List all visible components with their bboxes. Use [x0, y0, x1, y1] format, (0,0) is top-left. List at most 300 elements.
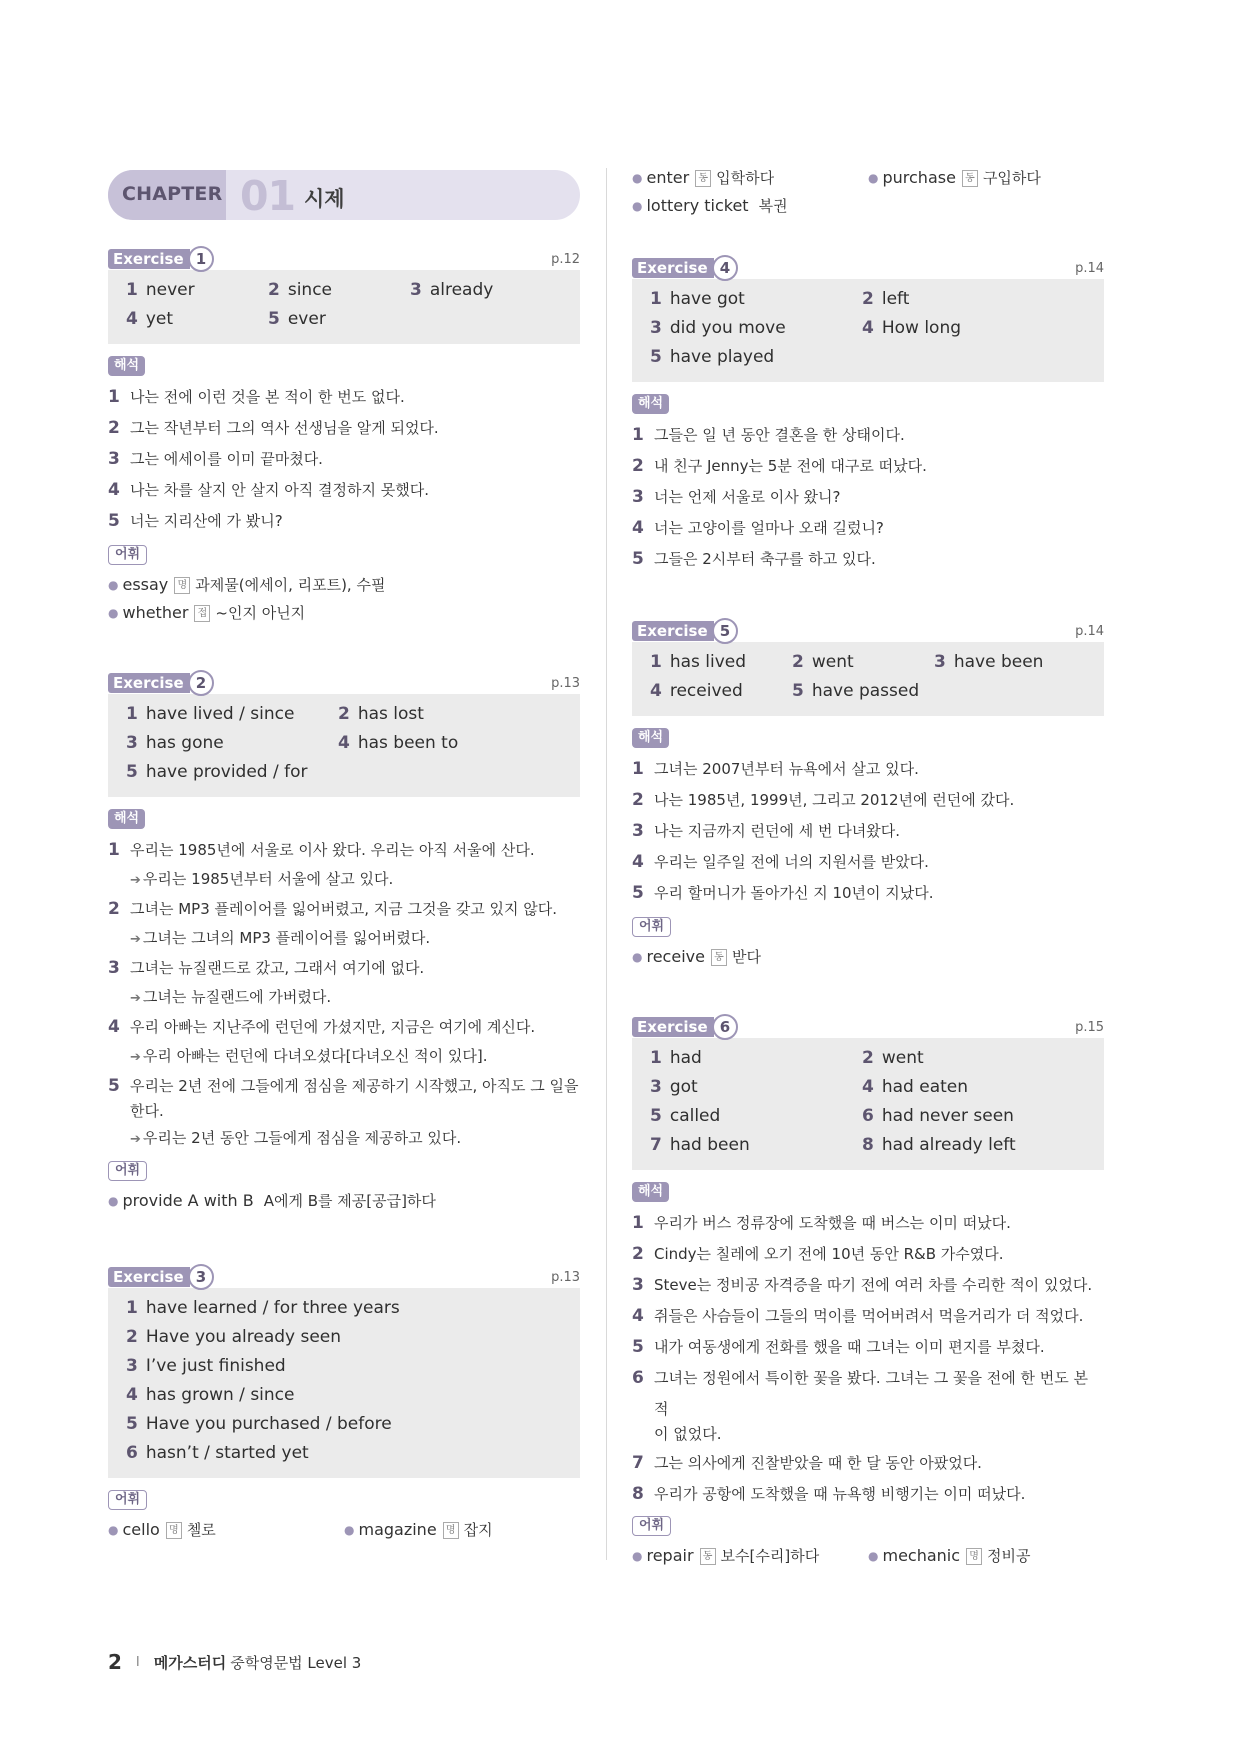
answer-text: have lived / since	[145, 704, 295, 724]
exercise-5	[632, 618, 1104, 971]
answer-number: 3	[650, 318, 662, 338]
translation-text: 그들은 일 년 동안 결혼을 한 상태이다.	[654, 426, 905, 444]
translation-text: 그는 의사에게 진찰받았을 때 한 달 동안 아팠었다.	[654, 1454, 982, 1472]
translation-number: 6	[632, 1368, 644, 1388]
exercise-label: Exercise	[108, 673, 190, 693]
answer-text: yet	[145, 309, 174, 329]
translation-number: 4	[108, 1017, 120, 1037]
answer-number: 4	[126, 309, 138, 329]
translation-text: 너는 언제 서울로 이사 왔니?	[654, 488, 841, 506]
translation-item	[632, 513, 1104, 544]
answer-number: 6	[126, 1443, 138, 1463]
translation-text: 너는 고양이를 얼마나 오래 길렀니?	[654, 519, 884, 537]
answer-number: 1	[650, 652, 662, 672]
translation-text: 쥐들은 사슴들이 그들의 먹이를 먹어버려서 먹을거리가 더 적었다.	[654, 1307, 1084, 1325]
vocab-tag: 어휘	[632, 1516, 671, 1536]
translation-text: 그는 에세이를 이미 끝마쳤다.	[130, 450, 323, 468]
translation-text: 우리 할머니가 돌아가신 지 10년이 지났다.	[654, 884, 934, 902]
translation-text: 그녀는 뉴질랜드로 갔고, 그래서 여기에 없다.	[130, 959, 425, 977]
translation-number: 1	[632, 425, 644, 445]
answer-text: called	[669, 1106, 721, 1126]
answer-item	[126, 1410, 562, 1439]
page-ref: p.14	[1075, 624, 1104, 639]
translation-number: 4	[108, 480, 120, 500]
column-divider	[606, 168, 607, 1560]
answer-box	[108, 1288, 580, 1478]
answer-text: have provided / for	[145, 762, 308, 782]
answer-item	[126, 1352, 562, 1381]
translation-number: 5	[632, 883, 644, 903]
vocab-item	[632, 943, 761, 971]
vocab-meaning: 과제물(에세이, 리포트), 수필	[195, 576, 386, 594]
translation-text: 내가 여동생에게 전화를 했을 때 그녀는 이미 편지를 부쳤다.	[654, 1338, 1045, 1356]
page-ref: p.14	[1075, 261, 1104, 276]
exercise-1	[108, 246, 580, 627]
vocab-row	[632, 192, 1104, 220]
bullet-icon: ●	[632, 199, 643, 213]
translation-number: 4	[632, 1306, 644, 1326]
answer-item	[338, 729, 538, 758]
part-of-speech-badge: 명	[166, 1522, 182, 1539]
answer-text: had eaten	[881, 1077, 969, 1097]
answer-item	[126, 305, 268, 334]
answer-item	[126, 1323, 562, 1352]
vocab-tag: 어휘	[108, 1161, 147, 1181]
answer-number: 5	[126, 762, 138, 782]
translation-number: 8	[632, 1484, 644, 1504]
page-ref: p.12	[551, 252, 580, 267]
vocab-meaning: 구입하다	[982, 169, 1041, 187]
translation-text: 우리가 버스 정류장에 도착했을 때 버스는 이미 떠났다.	[654, 1214, 1011, 1232]
vocab-list	[108, 571, 580, 627]
translation-item	[632, 878, 1104, 909]
exercise-4	[632, 255, 1104, 575]
translation-item	[632, 847, 1104, 878]
translation-item	[108, 1012, 580, 1043]
vocab-row	[108, 571, 580, 599]
answer-text: since	[287, 280, 333, 300]
exercise-number: 5	[712, 618, 738, 644]
footer-separator: I	[135, 1654, 140, 1670]
answer-number: 4	[862, 318, 874, 338]
answer-item	[126, 1439, 562, 1468]
answer-text: never	[145, 280, 195, 300]
vocab-item	[108, 599, 305, 627]
translation-text: 나는 지금까지 런던에 세 번 다녀왔다.	[654, 822, 900, 840]
answer-item	[268, 305, 410, 334]
answer-grid	[650, 648, 1086, 706]
answer-number: 7	[650, 1135, 662, 1155]
footer-brand: 메가스터디	[153, 1653, 227, 1672]
page-footer	[108, 1650, 361, 1674]
answer-text: have got	[669, 289, 745, 309]
vocab-list	[632, 943, 1104, 971]
answer-item	[410, 276, 560, 305]
arrow-icon: ➔	[130, 1132, 141, 1147]
answer-item	[650, 1073, 862, 1102]
answer-box	[632, 279, 1104, 382]
answer-number: 1	[126, 1298, 138, 1318]
translation-text: Cindy는 칠레에 오기 전에 10년 동안 R&B 가수였다.	[654, 1245, 1004, 1263]
vocab-meaning: ~인지 아닌지	[215, 604, 306, 622]
answer-item	[126, 758, 338, 787]
exercise-number: 4	[712, 255, 738, 281]
exercise-6	[632, 1014, 1104, 1570]
translation-text: 너는 지리산에 가 봤니?	[130, 512, 283, 530]
vocab-item	[868, 164, 1041, 192]
answer-text: ever	[287, 309, 326, 329]
vocab-word: mechanic	[882, 1546, 961, 1565]
translation-tag: 해석	[108, 356, 145, 376]
exercise-number: 6	[712, 1014, 738, 1040]
translation-text: 우리가 공항에 도착했을 때 뉴욕행 비행기는 이미 떠났다.	[654, 1485, 1026, 1503]
bullet-icon: ●	[632, 950, 643, 964]
answer-number: 2	[862, 289, 874, 309]
answer-number: 1	[650, 1048, 662, 1068]
translation-item	[632, 1301, 1104, 1332]
answer-box	[632, 1038, 1104, 1170]
answer-number: 1	[126, 280, 138, 300]
translation-number: 3	[632, 487, 644, 507]
translation-item	[632, 1270, 1104, 1301]
translation-item	[632, 1239, 1104, 1270]
answer-text: had already left	[881, 1135, 1016, 1155]
footer-book-title: 중학영문법 Level 3	[230, 1653, 362, 1672]
chapter-number: 01	[240, 172, 296, 220]
answer-item	[862, 1073, 1062, 1102]
answer-text: got	[669, 1077, 698, 1097]
translation-item	[632, 482, 1104, 513]
answer-box	[632, 642, 1104, 716]
translation-text: 그는 작년부터 그의 역사 선생님을 알게 되었다.	[130, 419, 439, 437]
answer-text: has grown / since	[145, 1385, 295, 1405]
translation-item	[108, 475, 580, 506]
vocab-item	[108, 1516, 344, 1544]
translation-number: 1	[632, 1213, 644, 1233]
translation-tag: 해석	[632, 728, 669, 748]
translation-text: 우리 아빠는 지난주에 런던에 가셨지만, 지금은 여기에 계신다.	[130, 1018, 536, 1036]
arrow-icon: ➔	[130, 873, 141, 888]
translation-number: 1	[108, 840, 120, 860]
answer-grid	[126, 1294, 562, 1468]
translation-tag: 해석	[632, 1182, 669, 1202]
vocab-word: cello	[122, 1520, 160, 1539]
vocab-item	[632, 164, 868, 192]
answer-text: received	[669, 681, 743, 701]
answer-number: 3	[126, 733, 138, 753]
translation-item	[632, 451, 1104, 482]
vocab-word: repair	[646, 1546, 694, 1565]
translation-number: 2	[632, 1244, 644, 1264]
translation-number: 5	[108, 1076, 120, 1096]
translation-number: 4	[632, 852, 644, 872]
translation-number: 5	[632, 549, 644, 569]
translation-text: 그녀는 정원에서 특이한 꽃을 봤다. 그녀는 그 꽃을 전에 한 번도 본 적	[654, 1369, 1088, 1418]
exercise-label: Exercise	[632, 621, 714, 641]
answer-number: 2	[862, 1048, 874, 1068]
vocab-word: purchase	[882, 168, 956, 187]
answer-text: went	[881, 1048, 924, 1068]
vocab-meaning: 받다	[731, 948, 761, 966]
translation-number: 7	[632, 1453, 644, 1473]
translation-list	[632, 754, 1104, 909]
translation-number: 2	[108, 418, 120, 438]
translation-item	[632, 754, 1104, 785]
vocab-row	[632, 943, 1104, 971]
arrow-icon: ➔	[130, 991, 141, 1006]
part-of-speech-badge: 동	[695, 170, 711, 187]
translation-number: 2	[632, 790, 644, 810]
answer-item	[650, 1131, 862, 1160]
answer-text: Have you purchased / before	[145, 1414, 392, 1434]
answer-text: have passed	[811, 681, 920, 701]
translation-result-text: 우리는 2년 동안 그들에게 점심을 제공하고 있다.	[142, 1129, 462, 1147]
vocab-row	[108, 599, 580, 627]
translation-item	[632, 1363, 1104, 1425]
vocab-list	[632, 1542, 1104, 1570]
translation-tag: 해석	[108, 809, 145, 829]
answer-text: How long	[881, 318, 962, 338]
bullet-icon: ●	[108, 606, 119, 620]
vocab-item	[344, 1516, 493, 1544]
part-of-speech-badge: 명	[966, 1548, 982, 1565]
answer-text: have been	[953, 652, 1044, 672]
vocab-word: magazine	[358, 1520, 437, 1539]
answer-item	[126, 729, 338, 758]
answer-item	[862, 1131, 1062, 1160]
translation-item	[632, 1479, 1104, 1510]
answer-grid	[126, 700, 562, 787]
answer-item	[268, 276, 410, 305]
translation-number: 2	[108, 899, 120, 919]
answer-number: 1	[650, 289, 662, 309]
vocab-meaning: 입학하다	[716, 169, 775, 187]
translation-text: 나는 전에 이런 것을 본 적이 한 번도 없다.	[130, 388, 405, 406]
answer-number: 5	[650, 1106, 662, 1126]
answer-number: 5	[268, 309, 280, 329]
vocab-item	[632, 1542, 868, 1570]
page-ref: p.15	[1075, 1020, 1104, 1035]
translation-text: 나는 차를 살지 안 살지 아직 결정하지 못했다.	[130, 481, 429, 499]
translation-number: 3	[632, 1275, 644, 1295]
vocab-word: enter	[646, 168, 690, 187]
part-of-speech-badge: 동	[962, 170, 978, 187]
vocab-list	[108, 1187, 580, 1215]
translation-item	[632, 785, 1104, 816]
answer-item	[650, 677, 792, 706]
answer-text: has lived	[669, 652, 747, 672]
answer-text: had	[669, 1048, 702, 1068]
translation-item	[108, 382, 580, 413]
vocab-word: provide A with B	[122, 1191, 254, 1210]
exercise-3	[108, 1264, 580, 1544]
vocab-list-continued	[632, 164, 1104, 220]
answer-item	[792, 648, 934, 677]
part-of-speech-badge: 동	[700, 1548, 716, 1565]
answer-text: has been to	[357, 733, 459, 753]
translation-result	[108, 1043, 580, 1071]
answer-number: 3	[650, 1077, 662, 1097]
answer-item	[862, 1102, 1062, 1131]
exercise-label: Exercise	[108, 1267, 190, 1287]
vocab-tag: 어휘	[108, 545, 147, 565]
translation-text: 그녀는 MP3 플레이어를 잃어버렸고, 지금 그것을 갖고 있지 않다.	[130, 900, 557, 918]
answer-item	[934, 648, 1084, 677]
vocab-meaning: 정비공	[987, 1547, 1031, 1565]
translation-result-text: 우리 아빠는 런던에 다녀오셨다[다녀오신 적이 있다].	[142, 1047, 488, 1065]
bullet-icon: ●	[632, 171, 643, 185]
answer-item	[126, 700, 338, 729]
translation-continued: 한다.	[130, 1102, 164, 1120]
chapter-word: CHAPTER	[122, 183, 223, 205]
translation-list	[108, 835, 580, 1153]
answer-number: 2	[268, 280, 280, 300]
answer-item	[650, 648, 792, 677]
exercise-label: Exercise	[632, 1017, 714, 1037]
vocab-word: lottery ticket	[646, 196, 749, 215]
answer-text: left	[881, 289, 910, 309]
answer-grid	[126, 276, 562, 334]
vocab-item	[108, 571, 385, 599]
vocab-row	[108, 1516, 580, 1544]
answer-number: 3	[126, 1356, 138, 1376]
bullet-icon: ●	[108, 578, 119, 592]
translation-text: 우리는 2년 전에 그들에게 점심을 제공하기 시작했고, 아직도 그 일을	[130, 1077, 579, 1095]
exercise-label: Exercise	[632, 258, 714, 278]
translation-number: 2	[632, 456, 644, 476]
exercise-header	[108, 670, 580, 696]
answer-number: 4	[650, 681, 662, 701]
vocab-row	[108, 1187, 580, 1215]
vocab-word: whether	[122, 603, 189, 622]
bullet-icon: ●	[108, 1523, 119, 1537]
answer-number: 2	[792, 652, 804, 672]
translation-item	[108, 1071, 580, 1102]
translation-result-text: 그녀는 그녀의 MP3 플레이어를 잃어버렸다.	[142, 929, 431, 947]
translation-item	[632, 1332, 1104, 1363]
bullet-icon: ●	[344, 1523, 355, 1537]
exercise-label: Exercise	[108, 249, 190, 269]
bullet-icon: ●	[632, 1549, 643, 1563]
answer-number: 3	[934, 652, 946, 672]
translation-text: 내 친구 Jenny는 5분 전에 대구로 떠났다.	[654, 457, 927, 475]
translation-text: 우리는 1985년에 서울로 이사 왔다. 우리는 아직 서울에 산다.	[130, 841, 535, 859]
vocab-word: essay	[122, 575, 169, 594]
translation-text: 우리는 일주일 전에 너의 지원서를 받았다.	[654, 853, 929, 871]
answer-item	[650, 1102, 862, 1131]
answer-number: 6	[862, 1106, 874, 1126]
bullet-icon: ●	[868, 171, 879, 185]
translation-item	[108, 835, 580, 866]
vocab-meaning: 첼로	[186, 1521, 216, 1539]
translation-continued: 이 없었다.	[654, 1425, 722, 1443]
answer-grid	[650, 285, 1086, 372]
exercise-header	[632, 255, 1104, 281]
exercise-number: 3	[188, 1264, 214, 1290]
answer-item	[650, 343, 862, 372]
answer-text: did you move	[669, 318, 786, 338]
answer-number: 2	[338, 704, 350, 724]
answer-text: had been	[669, 1135, 750, 1155]
answer-box	[108, 694, 580, 797]
translation-number: 5	[632, 1337, 644, 1357]
exercise-header	[632, 1014, 1104, 1040]
exercise-header	[632, 618, 1104, 644]
translation-result-text: 그녀는 뉴질랜드에 가버렸다.	[142, 988, 332, 1006]
answer-number: 3	[410, 280, 422, 300]
part-of-speech-badge: 명	[443, 1522, 459, 1539]
translation-item	[632, 544, 1104, 575]
translation-item	[108, 953, 580, 984]
answer-number: 5	[650, 347, 662, 367]
translation-item	[632, 1448, 1104, 1479]
chapter-title: 시제	[304, 187, 345, 211]
answer-item	[126, 276, 268, 305]
page-ref: p.13	[551, 1270, 580, 1285]
translation-number: 4	[632, 518, 644, 538]
translation-text: 그녀는 2007년부터 뉴욕에서 살고 있다.	[654, 760, 919, 778]
translation-text: Steve는 정비공 자격증을 따기 전에 여러 차를 수리한 적이 있었다.	[654, 1276, 1093, 1294]
translation-list	[108, 382, 580, 537]
vocab-meaning: 보수[수리]하다	[720, 1547, 820, 1565]
exercise-header	[108, 1264, 580, 1290]
answer-item	[862, 1044, 1062, 1073]
vocab-word: receive	[646, 947, 705, 966]
vocab-item	[868, 1542, 1031, 1570]
translation-number: 3	[108, 958, 120, 978]
exercise-2	[108, 670, 580, 1215]
answer-number: 5	[792, 681, 804, 701]
answer-box	[108, 270, 580, 344]
translation-tag: 해석	[632, 394, 669, 414]
answer-text: has gone	[145, 733, 224, 753]
translation-result-text: 우리는 1985년부터 서울에 살고 있다.	[142, 870, 394, 888]
translation-number: 1	[632, 759, 644, 779]
answer-number: 4	[862, 1077, 874, 1097]
answer-text: I’ve just finished	[145, 1356, 286, 1376]
vocab-meaning: 복권	[758, 197, 788, 215]
answer-item	[650, 285, 862, 314]
answer-number: 5	[126, 1414, 138, 1434]
translation-item	[108, 413, 580, 444]
answer-item	[650, 1044, 862, 1073]
answer-number: 4	[338, 733, 350, 753]
translation-item	[632, 816, 1104, 847]
vocab-item	[632, 192, 868, 220]
answer-text: went	[811, 652, 854, 672]
arrow-icon: ➔	[130, 1050, 141, 1065]
answer-number: 8	[862, 1135, 874, 1155]
answer-text: Have you already seen	[145, 1327, 342, 1347]
translation-number: 5	[108, 511, 120, 531]
chapter-header	[108, 170, 580, 220]
page-ref: p.13	[551, 676, 580, 691]
exercise-number: 1	[188, 246, 214, 272]
translation-number: 3	[632, 821, 644, 841]
translation-item	[108, 506, 580, 537]
vocab-list	[108, 1516, 580, 1544]
bullet-icon: ●	[108, 1194, 119, 1208]
answer-text: already	[429, 280, 494, 300]
page-number: 2	[108, 1650, 122, 1674]
translation-result	[108, 925, 580, 953]
answer-text: has lost	[357, 704, 424, 724]
translation-result	[108, 866, 580, 894]
answer-number: 2	[126, 1327, 138, 1347]
translation-text: 나는 1985년, 1999년, 그리고 2012년에 런던에 갔다.	[654, 791, 1015, 809]
part-of-speech-badge: 명	[174, 577, 190, 594]
translation-list	[632, 420, 1104, 575]
